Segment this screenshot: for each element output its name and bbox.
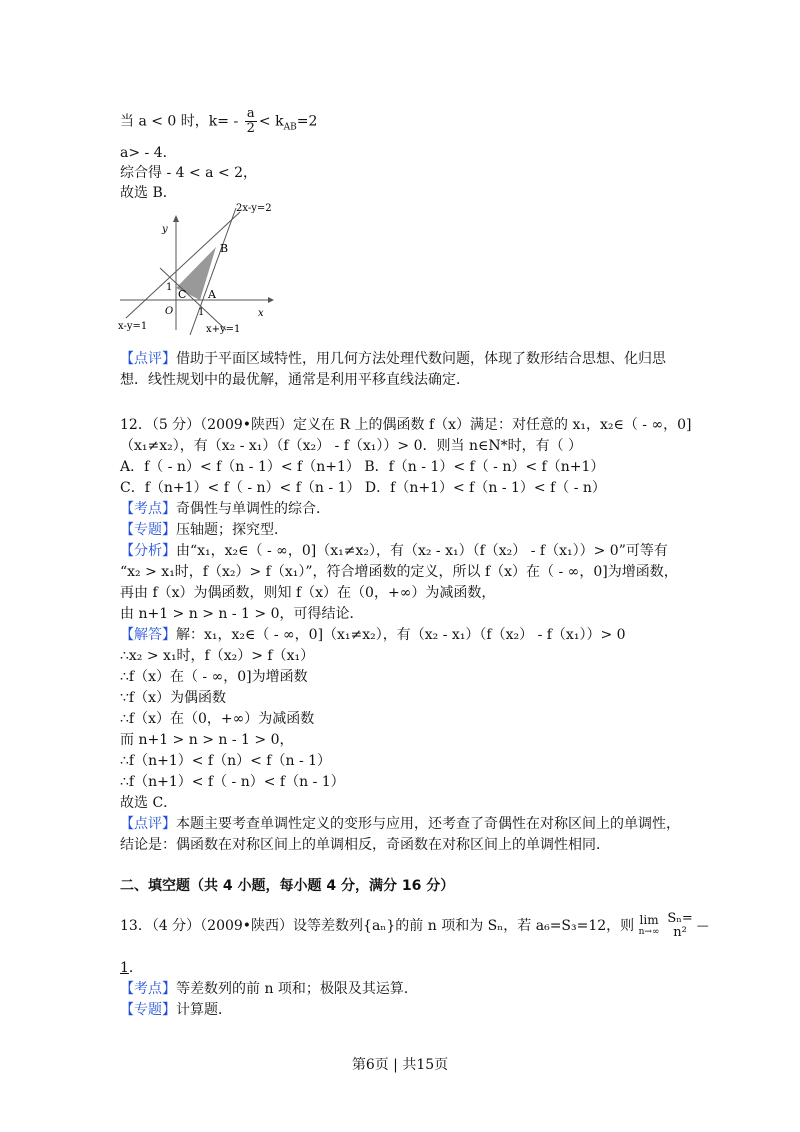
q12-jieda1	[120, 625, 626, 645]
q12-fenxi1	[120, 541, 668, 561]
text: 压轴题；探究型．	[176, 522, 288, 538]
text: < k	[258, 113, 284, 130]
x-arrow-icon	[268, 297, 274, 303]
comment1-line2: 想．线性规划中的最优解，通常是利用平移直线法确定．	[120, 372, 470, 388]
line-1	[120, 107, 317, 137]
kaodian-tag: 【考点】	[120, 501, 176, 517]
q12-jieda2: ∴x₂ > x₁时，f（x₂）> f（x₁）	[120, 648, 315, 664]
text: 当 a < 0 时，k= -	[120, 113, 243, 130]
label-A: A	[208, 288, 216, 301]
limit-fraction	[665, 912, 694, 940]
page-footer: 第6页 | 共15页	[351, 1057, 449, 1073]
q12-kaodian	[120, 499, 330, 519]
q12-options-cd: C．f（n+1）< f（ - n）< f（n - 1） D．f（n+1）< f（n - 1）< f（ - n）	[120, 480, 606, 496]
q12-jieda8: ∴f（n+1）< f（ - n）< f（n - 1）	[120, 774, 345, 790]
text: 奇偶性与单调性的综合．	[176, 501, 330, 517]
fenxi-tag: 【分析】	[120, 543, 176, 559]
q12-jieda4: ∵f（x）为偶函数	[120, 690, 226, 706]
zhuanti-tag: 【专题】	[120, 522, 176, 538]
q12-jieda3: ∴f（x）在（ - ∞，0]为增函数	[120, 669, 308, 685]
text: 计算题．	[176, 1002, 232, 1018]
linear-programming-figure	[118, 200, 278, 335]
answer-blank: 1	[120, 960, 129, 976]
fraction	[245, 107, 257, 136]
label-y: y	[162, 224, 168, 235]
q13-kaodian	[120, 979, 418, 999]
q12-fenxi2: “x₂ > x₁时，f（x₂）> f（x₁）”，符合增函数的定义，所以 f（x）在（ - ∞，0]为增函数，	[120, 564, 678, 580]
zhuanti-tag: 【专题】	[120, 1002, 176, 1018]
text: 13．（4 分）（2009•陕西）设等差数列{aₙ}的前 n 项和为 Sₙ，若 a₆=S₃=12，则	[120, 918, 635, 934]
lim-subscript: n→∞	[638, 927, 660, 937]
q12-line2: （x₁≠x₂），有（x₂ - x₁）（f（x₂） - f（x₁））> 0．则当 n∈N*时，有（ ）	[120, 438, 583, 454]
subscript: AB	[283, 122, 297, 133]
text: 借助于平面区域特性，用几何方法处理代数问题，体现了数形结合思想、化归思	[176, 351, 666, 367]
line-x-y-1	[126, 212, 240, 318]
lim-word: lim	[639, 913, 659, 927]
text: 等差数列的前 n 项和；极限及其运算．	[176, 981, 418, 997]
label-x: x	[258, 308, 264, 319]
lim-denominator: n²	[673, 925, 687, 940]
q12-jieda6: 而 n+1 > n > n - 1 > 0，	[120, 732, 294, 748]
comment-tag: 【点评】	[120, 351, 176, 367]
y-arrow-icon	[173, 215, 179, 222]
q12-fenxi4: 由 n+1 > n > n - 1 > 0，可得结论．	[120, 606, 364, 622]
q12-jieda5: ∴f（x）在（0，+∞）为减函数	[120, 711, 315, 727]
label-C: C	[178, 288, 187, 301]
text: 解：x₁，x₂∈（ - ∞，0]（x₁≠x₂），有（x₂ - x₁）（f（x₂） - f（x₁））> 0	[176, 627, 626, 643]
text: =2	[296, 113, 318, 130]
label-1-x: 1	[198, 307, 205, 318]
line-4: 故选 B．	[120, 185, 177, 201]
dianping-tag: 【点评】	[120, 816, 176, 832]
text: 本题主要考查单调性定义的变形与应用，还考查了奇偶性在对称区间上的单调性，	[176, 816, 680, 832]
label-x-y-1: x-y=1	[118, 321, 148, 332]
label-2x-y-2: 2x-y=2	[236, 203, 272, 214]
fraction-den: 2	[246, 121, 255, 136]
q13-line1	[120, 912, 709, 940]
label-x-plus-y-1: x+y=1	[206, 324, 241, 335]
comment1-line1	[120, 349, 666, 369]
line-2: a> - 4．	[120, 145, 177, 161]
q12-dianping2: 结论是：偶函数在对称区间上的单调相反，奇函数在对称区间上的单调性相同．	[120, 837, 610, 853]
q12-zhuanti	[120, 520, 288, 540]
blank-tail: —	[696, 918, 709, 933]
line-3: 综合得 - 4 < a < 2，	[120, 165, 258, 181]
section-heading: 二、填空题（共 4 小题，每小题 4 分，满分 16 分）	[120, 878, 455, 894]
q12-fenxi3: 再由 f（x）为偶函数，则知 f（x）在（0，+∞）为减函数，	[120, 585, 496, 601]
q12-jieda9: 故选 C．	[120, 795, 178, 811]
lim-numerator: Sₙ=	[667, 911, 693, 926]
fraction-num: a	[245, 107, 257, 122]
limit-expression	[639, 912, 709, 940]
text: ．	[128, 960, 143, 976]
kaodian-tag: 【考点】	[120, 981, 176, 997]
q12-jieda7: ∴f（n+1）< f（n）< f（n - 1）	[120, 753, 332, 769]
text: 由“x₁，x₂∈（ - ∞，0]（x₁≠x₂），有（x₂ - x₁）（f（x₂） - f（x₁））> 0”可等有	[176, 543, 668, 559]
label-1-y: 1	[166, 282, 173, 293]
q12-options-ab: A．f（ - n）< f（n - 1）< f（n+1） B．f（n - 1）< f（ - n）< f（n+1）	[120, 459, 605, 475]
q12-dianping1	[120, 814, 680, 834]
q12-line1: 12．（5 分）（2009•陕西）定义在 R 上的偶函数 f（x）满足：对任意的 x₁，x₂∈（ - ∞，0]	[120, 417, 692, 433]
label-B: B	[220, 242, 229, 255]
jieda-tag: 【解答】	[120, 627, 176, 643]
q13-zhuanti	[120, 1000, 232, 1020]
q13-answer-line	[120, 958, 143, 978]
label-O: O	[165, 306, 174, 317]
